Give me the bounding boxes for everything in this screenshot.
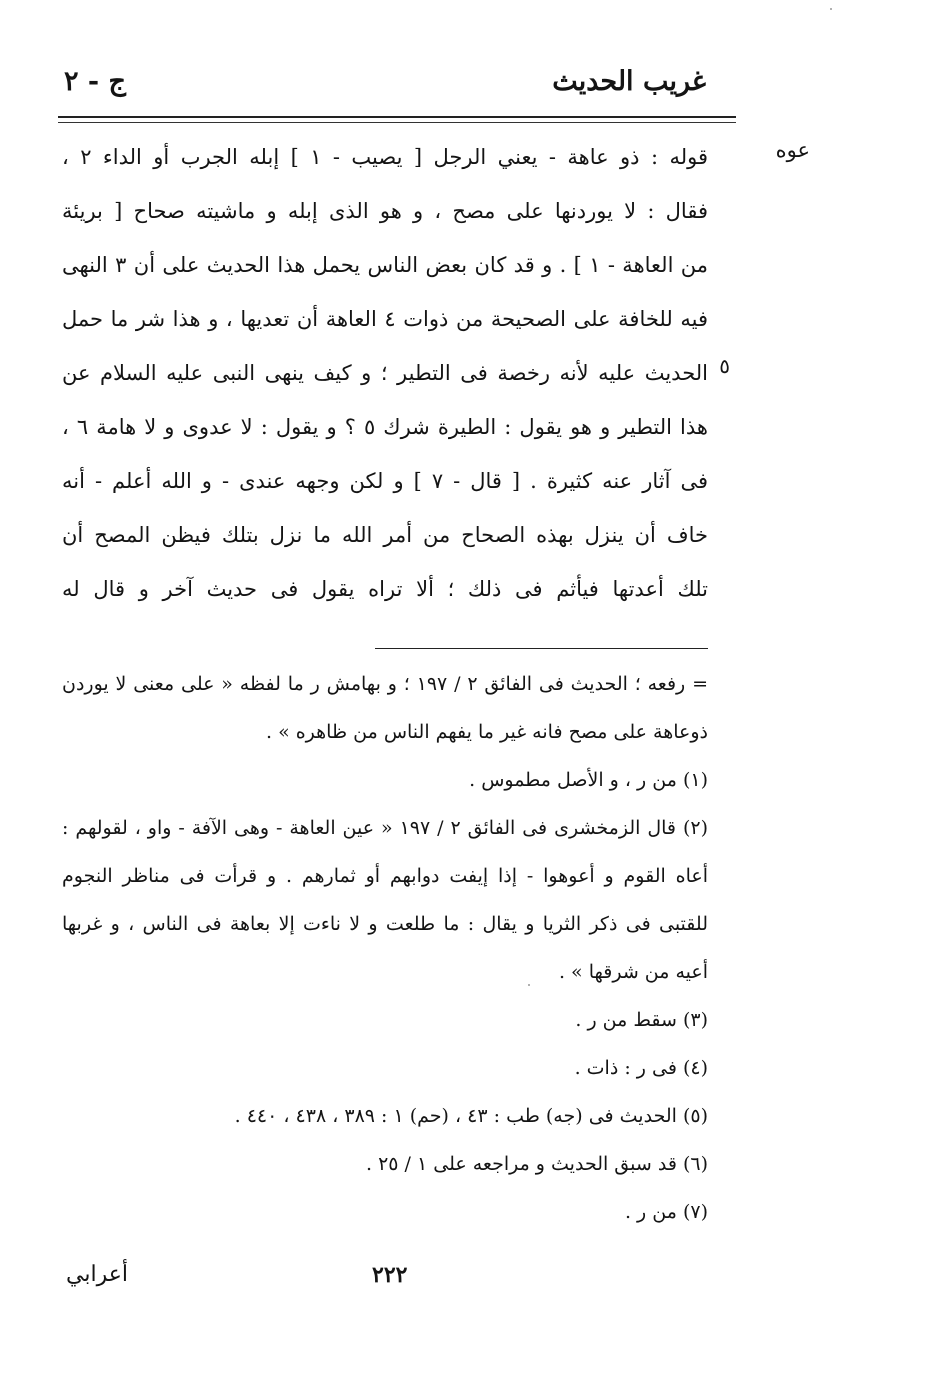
running-title: غريب الحديث (552, 66, 706, 97)
footnote-line: (٣) سقط من ر . (575, 1009, 708, 1031)
text-line: قوله : ذو عاهة - يعني الرجل [ يصيب - ١ ] إبله الجرب أو الداء ٢ ، (62, 145, 708, 169)
main-text (62, 130, 708, 616)
page-number: ٢٢٢ (372, 1262, 408, 1288)
line-number-marker: ٥ (719, 354, 730, 378)
footnote-line: (٤) فى ر : ذات . (574, 1057, 708, 1079)
footnote-line: أعيه من شرقها » . (558, 961, 708, 983)
footnotes (62, 660, 708, 1236)
text-line: من العاهة - ١ ] . و قد كان بعض الناس يحمل هذا الحديث على أن ٣ النهى (62, 253, 708, 277)
volume-label: ج - ٢ (64, 66, 126, 97)
footnote-line: (٦) قد سبق الحديث و مراجعه على ١ / ٢٥ . (365, 1153, 708, 1175)
text-line: خاف أن ينزل بهذه الصحاح من أمر الله ما نزل بتلك فيظن المصح أن (62, 523, 708, 547)
footnote-line: للقتبى فى ذكر الثريا و يقال : ما طلعت و لا ناءت إلا بعاهة فى الناس ، و غربها (62, 913, 708, 935)
footnote-separator (375, 648, 708, 649)
scan-speck (830, 8, 832, 10)
text-line: فى آثار عنه كثيرة . [ قال - ٧ ] و لكن وجهه عندى - و الله أعلم - أنه (62, 469, 708, 493)
footnote-line: (١) من ر ، و الأصل مطموس . (469, 769, 708, 791)
text-line: فيه للخافة على الصحيحة من ذوات ٤ العاهة أن تعديها ، و هذا شر ما حمل (62, 307, 708, 331)
footnote-line: أعاه القوم و أعوهوا - إذا إيفت دوابهم أو ثمارهم . و قرأت فى مناظر النجوم (62, 865, 708, 887)
header-rule-thin (58, 122, 736, 123)
footnote-line: ذوعاهة على مصح فانه غير ما يفهم الناس من ظاهره » . (265, 721, 708, 743)
footnote-line: (٥) الحديث فى (جه) طب : ٤٣ ، (حم) ١ : ٣٨٩ ، ٤٣٨ ، ٤٤٠ . (234, 1105, 708, 1127)
scan-speck (528, 984, 530, 986)
margin-keyword: عوه (775, 138, 810, 162)
header-rule (58, 116, 736, 118)
footnote-line: = رفعه ؛ الحديث فى الفائق ٢ / ١٩٧ ؛ و بهامش ر ما لفظه « على معنى لا يوردن (62, 673, 708, 695)
signature-mark: أعرابي (66, 1262, 128, 1287)
text-line: تلك أعدتها فيأثم فى ذلك ؛ ألا تراه يقول فى حديث آخر و قال له (62, 577, 708, 601)
footnote-line: (٧) من ر . (624, 1201, 708, 1223)
text-line: الحديث عليه لأنه رخصة فى التطير ؛ و كيف ينهى النبى عليه السلام عن (62, 361, 708, 385)
text-line: فقال : لا يوردنها على مصح ، و هو الذى إبله و ماشيته صحاح [ بريئة (62, 199, 708, 223)
footnote-line: (٢) قال الزمخشرى فى الفائق ٢ / ١٩٧ « عين العاهة - وهى الآفة - واو ، لقولهم : (62, 817, 708, 839)
text-line: هذا التطير و هو يقول : الطيرة شرك ٥ ؟ و يقول : لا عدوى و لا هامة ٦ ، (62, 415, 708, 439)
